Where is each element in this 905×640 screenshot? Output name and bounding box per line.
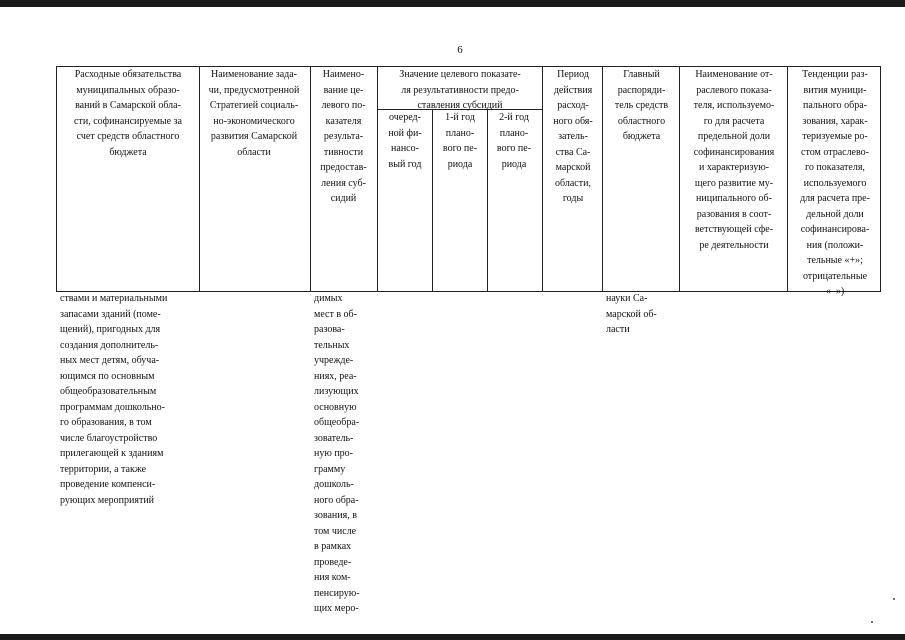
col-divider <box>602 66 603 292</box>
header-indicator-value: Значение целевого показате- ля результативности предо- ставления субсидий <box>399 69 521 111</box>
header-chief-manager: Главный распоряди- тель средств областного бюджета <box>614 69 669 142</box>
header-expenditure-obligations: Расходные обязательства муниципальных образо- ваний в Самарской обла- сти, софинансируемые за счет средств областного бюджета <box>74 69 182 158</box>
col-divider <box>880 66 881 292</box>
header-plan-year-1: 1-й год плано- вого пе- риода <box>442 112 478 170</box>
body-indicator-text: димых мест в об- разова- тельных учрежде- ниях, реа- лизующих основную общеобра- зователь- ную про- грамму дошколь- ного обра- зования, в том числе в рамках проведе- ния ком- пенсирую- щих меро- <box>314 293 360 614</box>
col-divider <box>542 66 543 292</box>
header-indicator-name: Наимено- вание це- левого по- казателя результа- тивности предостав- ления суб- сидий <box>320 69 367 204</box>
scan-speck <box>893 598 895 600</box>
header-sector-indicator: Наименование от- раслевого показа- теля, используемо- го для расчета предельной доли софинансирования и характеризую- щего развитие му- ниципального об- разования в соот- ветствующей сфе- ре деятельности <box>693 69 775 251</box>
col-divider <box>787 66 788 292</box>
header-development-trends: Тенденции раз- вития муници- пального обра- зования, харак- теризуемые ро- стом отраслево- го показателя, используемого для расчета пре- дельной доли софинансирова- ния (положи- тельные «+»; отрицательные «–») <box>800 69 870 297</box>
col-divider <box>310 66 311 292</box>
body-expenditure-text: ствами и материальными запасами зданий (поме- щений), пригодных для создания дополнитель- ных мест детям, обуча- ющимся по основным общеобразовательным программам дошкольно- го образования, в том числе благоустройство прилегающей к зданиям территории, а также проведение компенси- рующих мероприятий <box>60 293 168 506</box>
col-divider <box>679 66 680 292</box>
top-border <box>0 0 905 7</box>
page-number: 6 <box>457 44 463 56</box>
bottom-border <box>0 634 905 640</box>
header-current-year: очеред- ной фи- нансо- вый год <box>388 112 422 170</box>
header-period: Период действия расход- ного обя- затель- ства Са- марской области, годы <box>553 69 593 204</box>
header-plan-year-2: 2-й год плано- вого пе- риода <box>496 112 532 170</box>
header-task-name: Наименование зада- чи, предусмотренной Стратегией социаль- но-экономического развития Самарской области <box>208 69 300 158</box>
scan-speck <box>871 621 873 623</box>
body-chief-manager-text: науки Са- марской об- ласти <box>606 293 657 335</box>
